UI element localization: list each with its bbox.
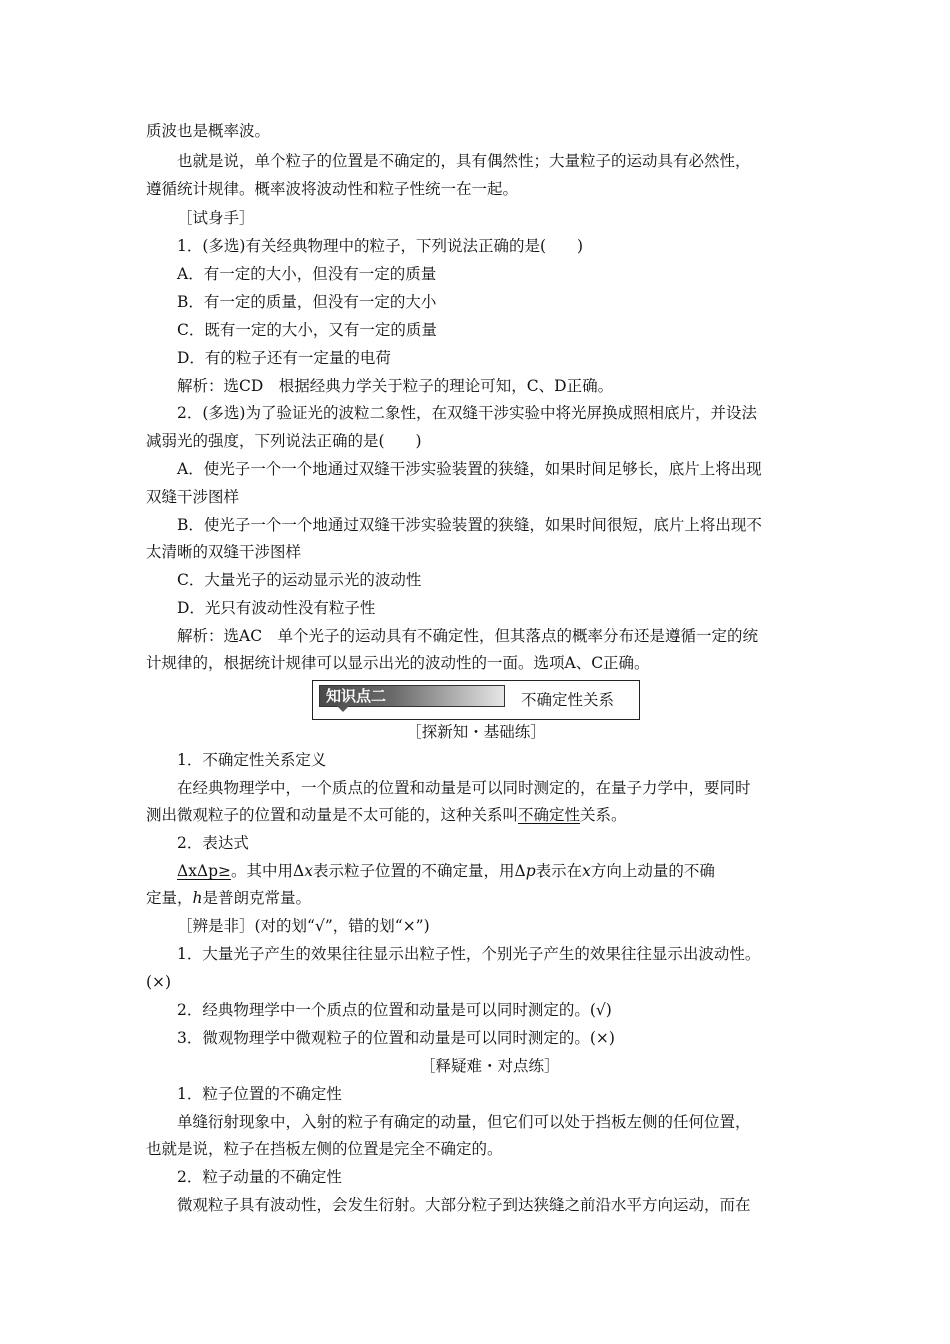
paragraph-line — [146, 804, 627, 826]
text-run: 是普朗克常量。 — [202, 889, 312, 907]
question-2-option-b: B．使光子一个一个地通过双缝干涉实验装置的狭缝，如果时间很短，底片上将出现不 — [177, 516, 762, 534]
judge-item-3: 3．微观物理学中微观粒子的位置和动量是可以同时测定的。(×) — [177, 1029, 615, 1047]
question-1-answer: 解析：选CD 根据经典力学关于粒子的理论可知，C、D正确。 — [177, 377, 614, 395]
section-label-judge: ［辨是非］(对的划“√”，错的划“×”) — [177, 917, 430, 935]
question-2-cont: 减弱光的强度，下列说法正确的是( ) — [146, 432, 422, 450]
paragraph-line — [146, 887, 311, 909]
underlined-term: 不确定性 — [518, 806, 581, 824]
question-2-option-a-cont: 双缝干涉图样 — [146, 488, 240, 506]
knowledge-point-tag — [319, 685, 505, 707]
paragraph-line: 质波也是概率波。 — [146, 122, 271, 140]
text-run: 定量， — [146, 889, 193, 907]
paragraph-line: 微观粒子具有波动性，会发生衍射。大部分粒子到达狭缝之前沿水平方向运动，而在 — [177, 1196, 751, 1214]
question-2-option-a: A．使光子一个一个地通过双缝干涉实验装置的狭缝，如果时间足够长，底片上将出现 — [177, 460, 762, 478]
question-2: 2．(多选)为了验证光的波粒二象性，在双缝干涉实验中将光屏换成照相底片，并设法 — [177, 404, 757, 422]
variable-h: h — [192, 889, 203, 907]
text-run: 表示粒子位置的不确定量，用Δ — [313, 862, 526, 880]
judge-item-1: 1．大量光子产生的效果往往显示出粒子性，个别光子产生的效果往往显示出波动性。 — [177, 945, 761, 963]
paragraph-line: 单缝衍射现象中，入射的粒子有确定的动量，但它们可以处于挡板左侧的任何位置， — [177, 1113, 751, 1131]
text-run: 关系。 — [580, 806, 627, 824]
judge-item-1-mark: (×) — [146, 973, 172, 991]
section-label-release: ［释疑难・对点练］ — [420, 1057, 560, 1075]
paragraph-line: 遵循统计规律。概率波将波动性和粒子性统一在一起。 — [146, 180, 519, 198]
judge-item-2: 2．经典物理学中一个质点的位置和动量是可以同时测定的。(√) — [177, 1001, 612, 1019]
question-1-option-d: D．有的粒子还有一定量的电荷 — [177, 349, 391, 367]
text-run: 表示在 — [535, 862, 583, 880]
knowledge-point-tag-label: 知识点二 — [326, 687, 387, 705]
variable-x: x — [582, 862, 591, 880]
section-label-explore: ［探新知・基础练］ — [406, 723, 546, 741]
question-2-option-c: C．大量光子的运动显示光的波动性 — [177, 571, 422, 589]
subheading-position: 1．粒子位置的不确定性 — [177, 1085, 342, 1103]
question-1-option-c: C．既有一定的大小，又有一定的质量 — [177, 321, 437, 339]
formula: ΔxΔp≥ — [177, 862, 232, 880]
question-2-answer-cont: 计规律的，根据统计规律可以显示出光的波动性的一面。选项A、C正确。 — [146, 654, 650, 672]
variable-x: x — [304, 862, 313, 880]
knowledge-point-title: 不确定性关系 — [521, 691, 615, 709]
subheading-momentum: 2．粒子动量的不确定性 — [177, 1168, 342, 1186]
question-1-option-a: A．有一定的大小，但没有一定的质量 — [177, 265, 437, 283]
subheading-definition: 1．不确定性关系定义 — [177, 751, 327, 769]
paragraph-line: 也就是说，单个粒子的位置是不确定的，具有偶然性；大量粒子的运动具有必然性， — [177, 152, 751, 170]
text-run: 。其中用Δ — [231, 862, 305, 880]
question-1: 1．(多选)有关经典物理中的粒子，下列说法正确的是( ) — [177, 237, 584, 255]
paragraph-line: 在经典物理学中，一个质点的位置和动量是可以同时测定的，在量子力学中，要同时 — [177, 779, 751, 797]
variable-p: p — [525, 862, 536, 880]
question-1-option-b: B．有一定的质量，但没有一定的大小 — [177, 293, 437, 311]
question-2-option-b-cont: 太清晰的双缝干涉图样 — [146, 543, 302, 561]
paragraph-line: 也就是说，粒子在挡板左侧的位置是完全不确定的。 — [146, 1140, 503, 1158]
question-2-option-d: D．光只有波动性没有粒子性 — [177, 599, 376, 617]
knowledge-point-header — [312, 680, 640, 720]
formula-line — [177, 860, 715, 882]
question-2-answer: 解析：选AC 单个光子的运动具有不确定性，但其落点的概率分布还是遵循一定的统 — [177, 627, 759, 645]
text-run: 方向上动量的不确 — [590, 862, 715, 880]
subheading-expression: 2．表达式 — [177, 834, 249, 852]
tag-notch-icon — [337, 706, 349, 712]
text-run: 测出微观粒子的位置和动量是不太可能的，这种关系叫 — [146, 806, 519, 824]
section-label-try: ［试身手］ — [177, 209, 255, 227]
